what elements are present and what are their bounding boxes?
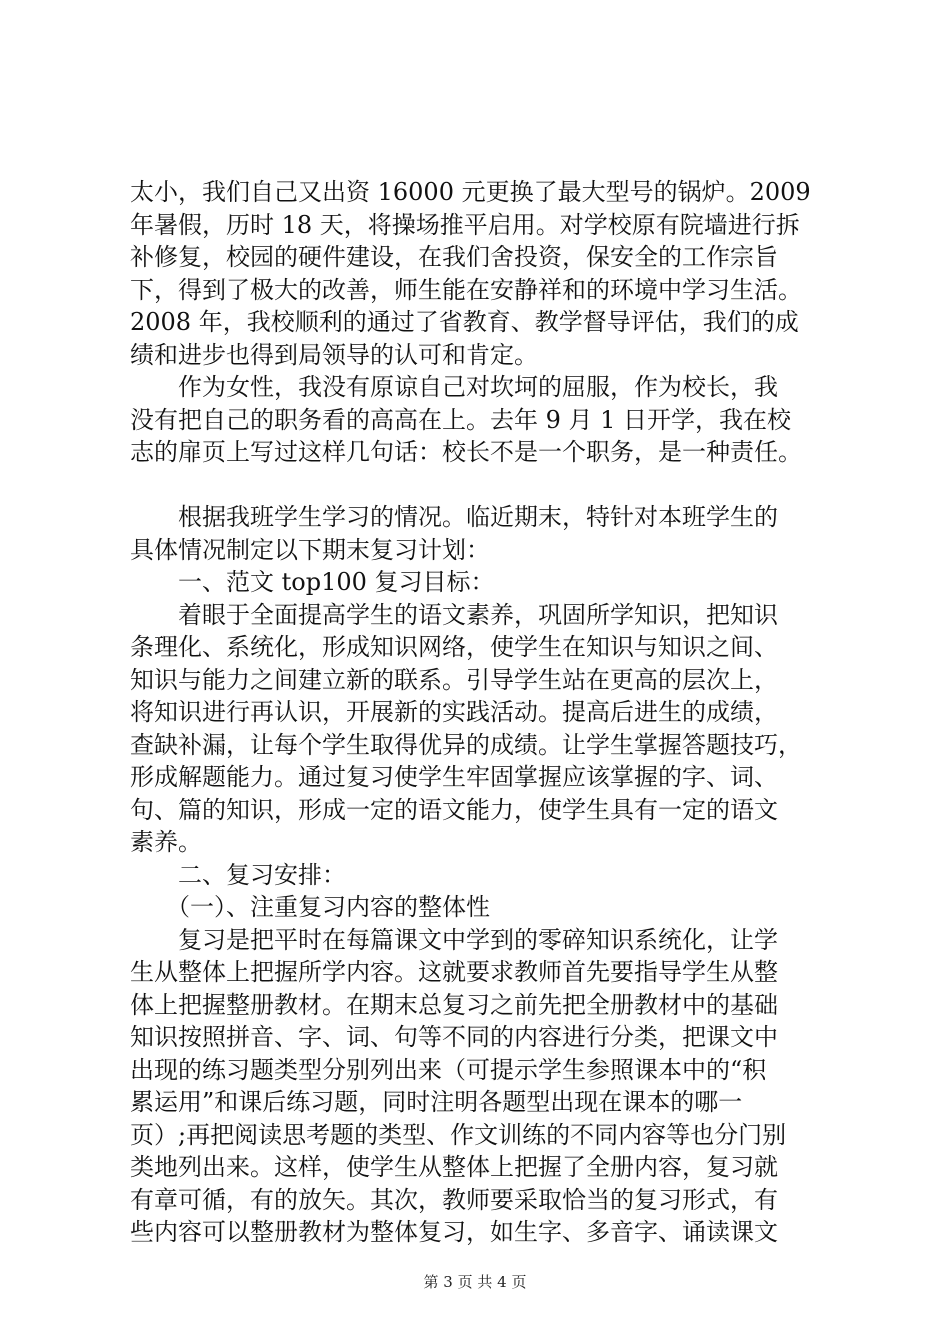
text-line: 2008 年，我校顺利的通过了省教育、教学督导评估，我们的成 bbox=[130, 308, 799, 336]
text-line: 一、范文 top100 复习目标： bbox=[130, 568, 495, 596]
text-line: 页）;再把阅读思考题的类型、作文训练的不同内容等也分门别 bbox=[130, 1120, 787, 1149]
text-line: 类地列出来。这样，使学生从整体上把握了全册内容，复习就 bbox=[130, 1153, 778, 1181]
text-line: 没有把自己的职务看的高高在上。去年 9 月 1 日开学，我在校 bbox=[130, 405, 792, 434]
paragraph-gap bbox=[130, 469, 830, 502]
document-body bbox=[130, 176, 830, 1249]
text-line: 复习是把平时在每篇课文中学到的零碎知识系统化，让学 bbox=[130, 925, 778, 954]
text-line: 体上把握整册教材。在期末总复习之前先把全册教材中的基础 bbox=[130, 990, 778, 1019]
text-line: 句、篇的知识，形成一定的语文能力，使学生具有一定的语文 bbox=[130, 795, 778, 824]
text-line: 绩和进步也得到局领导的认可和肯定。 bbox=[130, 340, 538, 369]
text-line: 出现的练习题类型分别列出来（可提示学生参照课本中的“积 bbox=[130, 1055, 767, 1084]
text-line: 着眼于全面提高学生的语文素养，巩固所学知识，把知识 bbox=[130, 600, 778, 629]
text-line: 补修复，校园的硬件建设，在我们舍投资，保安全的工作宗旨 bbox=[130, 243, 778, 271]
text-line: 具体情况制定以下期末复习计划： bbox=[130, 535, 490, 564]
text-line: 年暑假，历时 18 天，将操场推平启用。对学校原有院墙进行拆 bbox=[130, 210, 800, 239]
text-line: 志的扉页上写过这样几句话：校长不是一个职务，是一种责任。 bbox=[130, 438, 802, 466]
text-line: 知识与能力之间建立新的联系。引导学生站在更高的层次上， bbox=[130, 665, 778, 694]
text-line: 将知识进行再认识，开展新的实践活动。提高后进生的成绩， bbox=[130, 698, 778, 726]
text-line: 查缺补漏，让每个学生取得优异的成绩。让学生掌握答题技巧， bbox=[130, 730, 802, 759]
text-line: 条理化、系统化，形成知识网络，使学生在知识与知识之间、 bbox=[130, 633, 778, 661]
text-line: 知识按照拼音、字、词、句等不同的内容进行分类，把课文中 bbox=[130, 1023, 778, 1051]
text-line: 生从整体上把握所学内容。这就要求教师首先要指导学生从整 bbox=[130, 958, 778, 986]
text-line: （一）、注重复习内容的整体性 bbox=[130, 893, 490, 921]
text-line: 些内容可以整册教材为整体复习，如生字、多音字、诵读课文 bbox=[130, 1218, 778, 1246]
text-line: 有章可循，有的放矢。其次，教师要采取恰当的复习形式，有 bbox=[130, 1185, 778, 1214]
text-line: 素养。 bbox=[130, 828, 202, 856]
text-line: 累运用”和课后练习题，同时注明各题型出现在课本的哪一 bbox=[130, 1088, 743, 1116]
page-footer: 第 3 页 共 4 页 bbox=[423, 1273, 527, 1291]
text-line: 太小，我们自己又出资 16000 元更换了最大型号的锅炉。2009 bbox=[130, 178, 811, 206]
text-line: 二、复习安排： bbox=[130, 860, 346, 889]
text-line: 根据我班学生学习的情况。临近期末，特针对本班学生的 bbox=[130, 503, 778, 531]
text-line: 下，得到了极大的改善，师生能在安静祥和的环境中学习生活。 bbox=[130, 275, 802, 304]
text-line: 作为女性，我没有原谅自己对坎坷的屈服，作为校长，我 bbox=[130, 373, 778, 401]
text-line: 形成解题能力。通过复习使学生牢固掌握应该掌握的字、词、 bbox=[130, 763, 778, 791]
